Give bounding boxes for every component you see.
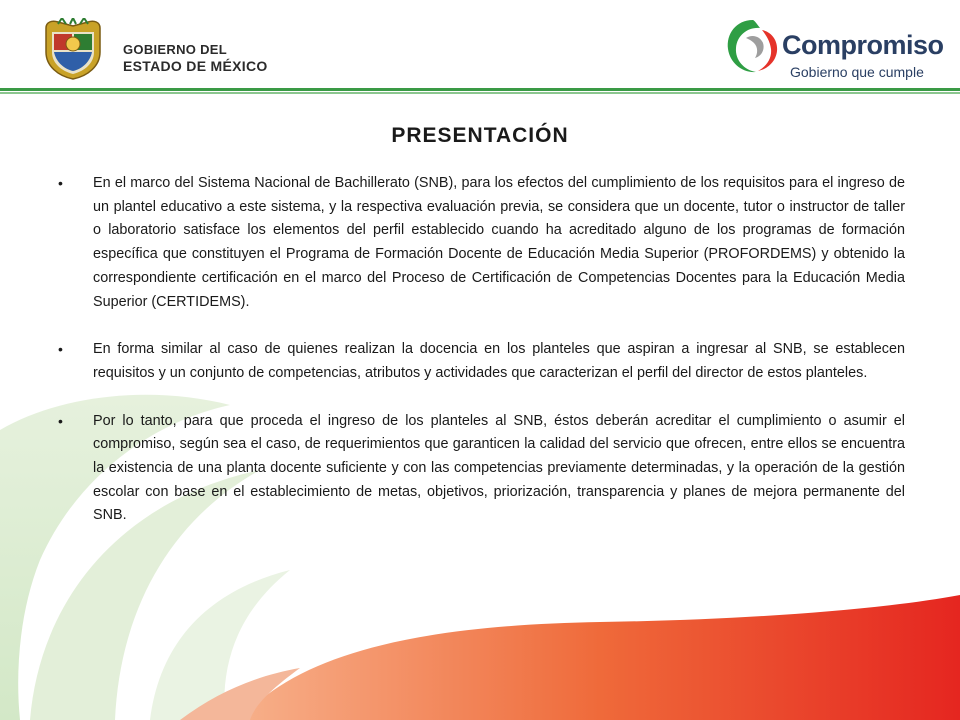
bullet-dot-icon: • [58, 341, 63, 358]
bullet-text: En el marco del Sistema Nacional de Bachillerato (SNB), para los efectos del cumplimiento de los requisitos para el ingreso de un plantel educativo a este sistema, y la respectiva evaluación previa, se considera que un docente, tutor o instructor de taller o laboratorio satisface los elementos del perfil establecido cuando ha acreditado alguno de los programas de formación específica que constituyen el Programa de Formación Docente de Educación Media Superior (PROFORDEMS) y obtenido la correspondiente certificación en el marco del Proceso de Certificación de Competencias Docentes para la Educación Media Superior (CERTIDEMS). [93, 175, 905, 310]
bullet-dot-icon: • [58, 175, 63, 191]
page-title: PRESENTACIÓN [391, 124, 569, 147]
compromiso-title: Compromiso [782, 30, 944, 60]
header-divider [0, 88, 960, 96]
tricolor-swirl-mark-icon [722, 16, 784, 78]
bullet-item [58, 410, 905, 529]
gov-logo-line1: GOBIERNO DEL [123, 42, 227, 57]
coat-of-arms-shield-icon [40, 18, 106, 80]
bullet-item [58, 172, 905, 314]
gov-logo-text [123, 42, 268, 74]
gov-logo-line2: ESTADO DE MÉXICO [123, 58, 268, 74]
compromiso-logo [722, 16, 942, 86]
bullet-dot-icon: • [58, 412, 63, 429]
bullet-text: Por lo tanto, para que proceda el ingreso de los planteles al SNB, éstos deberán acreditar el cumplimiento o asumir el compromiso, según sea el caso, de requerimientos que garanticen la calidad del servicio que ofrecen, entre ellos se encuentra la existencia de una planta docente suficiente y con las competencias previamente determinadas, y la operación de la gestión escolar con base en el establecimiento de metas, objetivos, priorización, transparencia y planes de mejora permanente del SNB. [93, 412, 905, 524]
gobierno-estado-mexico-logo [40, 18, 280, 80]
presentation-content [58, 172, 905, 552]
header [0, 0, 960, 95]
bullet-text: En forma similar al caso de quienes realizan la docencia en los planteles que aspiran a ingresar al SNB, se establecen requisitos y un conjunto de competencias, atributos y actividades que caracterizan el perfil del director de estos planteles. [93, 341, 905, 381]
bullet-item [58, 338, 905, 385]
compromiso-subtitle: Gobierno que cumple [790, 64, 924, 80]
